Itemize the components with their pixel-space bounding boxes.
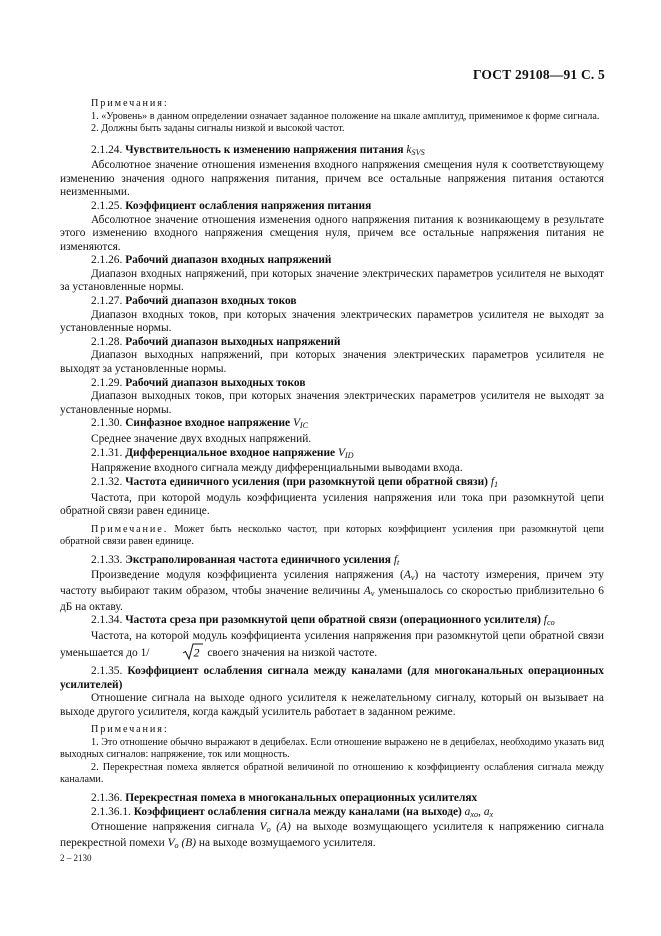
section-title: 2.1.36. Перекрестная помеха в многоканальных операционных усилителях — [91, 791, 478, 804]
symbol: V — [292, 417, 300, 430]
definition-text: Напряжение входного сигнала между дифференциальными выводами входа. — [91, 462, 463, 475]
symbol: f — [490, 475, 494, 488]
page-content — [60, 98, 604, 852]
section-title: 2.1.32. Частота единичного усиления (при разомкнутой цепи обратной связи) $f_1$ — [91, 475, 499, 489]
section-title: 2.1.30. Синфазное входное напряжение $V_{IC}$ — [91, 417, 309, 431]
definition-text: Абсолютное значение отношения изменения входного напряжения смещения нуля к соответствующему изменению значения одного напряжения питания, причем все остальные напряжения питания остаются неизменными. — [60, 159, 604, 199]
square-root-sign — [151, 643, 204, 665]
definition-text: Отношение сигнала на выходе одного усилителя к нежелательному сигналу, который он вызывает на выходе другого усилителя, когда каждый усилитель работает в заданном режиме. — [60, 692, 604, 718]
note-item: 2. Перекрестная помеха является обратной величиной по отношению к коэффициенту ослабления сигнала между каналами. — [60, 761, 604, 786]
definition-text: Частота, при которой модуль коэффициента усиления напряжения или тока при разомкнутой цепи обратной связи равен единице. — [60, 491, 604, 518]
definition-text: Произведение модуля коэффициента усиления напряжения $(A_v)$ на частоту измерения, причем эту частоту выбирают таким образом, чтобы значение величины $A_v$ уменьшалось со скоростью приблизительно 6 дБ на октаву. — [60, 569, 604, 613]
definition-text: Отношение напряжения сигнала $V_o$ (A) на выходе возмущающего усилителя к напряжению сигнала перекрестной помехи $V_o$ (B) на выходе возмущаемого усилителя. — [60, 821, 604, 850]
definition-text: Диапазон входных напряжений, при которых значение электрических параметров усилителя не выходят за установленные нормы. — [60, 267, 604, 294]
page-header: ГОСТ 29108—91 С. 5 — [472, 67, 605, 82]
symbol: k — [406, 143, 412, 156]
note-item: 1. Это отношение обычно выражают в децибелах. Если отношение выражено не в децибелах, необходимо указать вид выходных сигналов: напряжение, ток или мощность. — [60, 736, 604, 761]
section-title: 2.1.25. Коэффициент ослабления напряжения питания — [91, 199, 372, 212]
definition-text: Среднее значение двух входных напряжений. — [91, 433, 312, 446]
section-title: 2.1.29. Рабочий диапазон выходных токов — [91, 376, 306, 389]
notes-heading: Примечания: — [91, 98, 169, 109]
note-text: Примечание. Может быть несколько частот, при которых коэффициент усиления при разомкнутой цепи обратной связи равен единице. — [60, 523, 605, 548]
notes-heading: Примечания: — [91, 724, 169, 736]
note-item: 2. Должны быть заданы сигналы низкой и высокой частот. — [91, 123, 345, 134]
section-title: 2.1.26. Рабочий диапазон входных напряжений — [91, 254, 332, 267]
definition-text: Частота, на которой модуль коэффициента усиления напряжения при разомкнутой цепи обратной связи уменьшается до 1/ 2 своего значения на низкой частоте. — [60, 630, 604, 665]
definition-text: Диапазон входных токов, при которых значения электрических параметров усилителя не выходят за установленные нормы. — [60, 308, 604, 335]
symbol: f — [543, 614, 547, 627]
symbol: V — [337, 446, 345, 459]
definition-text: Абсолютное значение отношения изменения одного напряжения питания к возникающему в результате этого изменению входного напряжения смещения нуля, причем все остальные напряжения питания не изменяются. — [60, 213, 604, 253]
section-title: 2.1.31. Дифференциальное входное напряжение $V_{ID}$ — [91, 446, 354, 460]
symbol: f — [393, 553, 397, 566]
section-title: 2.1.24. Чувствительность к изменению напряжения питания $k_{SVS}$ — [91, 143, 425, 157]
page-footer-code: 2 – 2130 — [60, 853, 92, 863]
definition-text: Диапазон выходных напряжений, при которых значения электрических параметров усилителя не выходят за установленные нормы. — [60, 349, 604, 376]
section-title: 2.1.35. Коэффициент ослабления сигнала между каналами (для многоканальных операционных усилителей) — [60, 665, 604, 691]
section-title: 2.1.36.1. Коэффициент ослабления сигнала между каналами (на выходе) $a_{xo}$, $a_x$ — [91, 805, 494, 819]
section-title: 2.1.34. Частота среза при разомкнутой цепи обратной связи (операционного усилителя) $f_{co}$ — [91, 614, 555, 628]
section-title: 2.1.28. Рабочий диапазон выходных напряжений — [91, 335, 341, 348]
definition-text: Диапазон выходных токов, при которых значения электрических параметров усилителя не выходят за установленные нормы. — [60, 390, 604, 416]
section-title: 2.1.27. Рабочий диапазон входных токов — [91, 295, 297, 308]
root-value: 2 — [193, 645, 200, 660]
note-item: 1. «Уровень» в данном определении означает заданное положение на шкале амплитуд, применимое к форме сигнала. — [91, 110, 600, 122]
section-title: 2.1.33. Экстраполированная частота единичного усиления $f_t$ — [91, 553, 400, 567]
